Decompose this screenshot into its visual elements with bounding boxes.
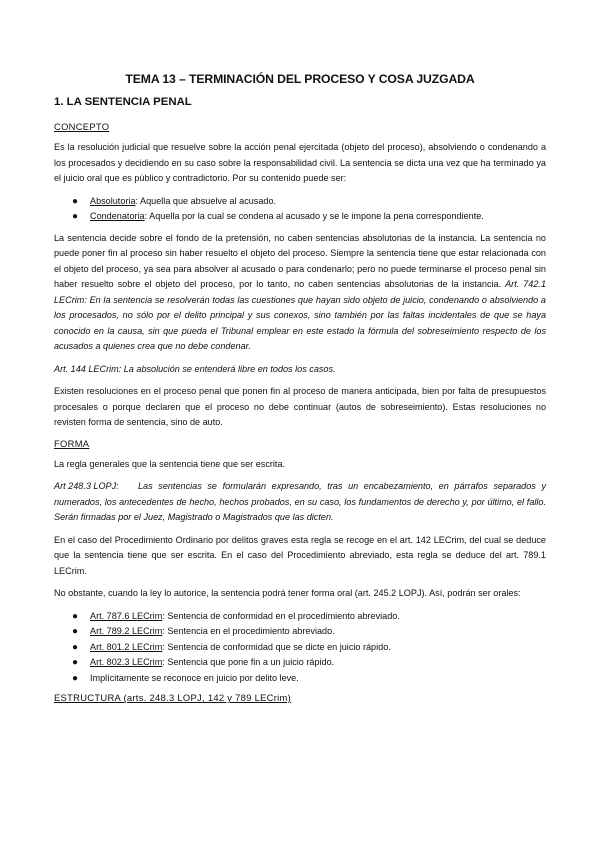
- list-item: [72, 194, 546, 210]
- list-item: [72, 624, 546, 640]
- bullet-icon: ●: [72, 610, 79, 622]
- list-term: Art. 801.2 LECrim: [90, 641, 163, 652]
- article-text: Las sentencias se formularán expresando, tras un encabezamiento, en párrafos separados y numerados, los antecedentes de hecho, hechos probados, en su caso, los fundamentos de derecho y, por último, el fallo. Serán firmadas por el Juez, Magistrado o Magistrados que las dicten.: [54, 481, 546, 522]
- list-term: Art. 789.2 LECrim: [90, 626, 163, 636]
- paragraph: [54, 231, 546, 355]
- paragraph: No obstante, cuando la ley lo autorice, la sentencia podrá tener forma oral (art. 245.2 LOPJ). Así, podrán ser orales:: [54, 588, 521, 598]
- list-term: Art. 802.3 LECrim: [90, 657, 163, 667]
- list-item: [72, 640, 546, 656]
- bullet-icon: ●: [72, 641, 79, 653]
- bullet-icon: ●: [72, 626, 79, 637]
- bullet-list: [54, 609, 546, 687]
- subsection-heading-estructura: ESTRUCTURA (arts. 248.3 LOPJ, 142 y 789 LECrim): [54, 692, 292, 703]
- bullet-icon: ●: [72, 657, 79, 668]
- list-item: [72, 609, 546, 625]
- page-title: TEMA 13 – TERMINACIÓN DEL PROCESO Y COSA JUZGADA: [125, 72, 475, 86]
- subsection-heading-forma: FORMA: [54, 437, 90, 449]
- paragraph-text: La sentencia decide sobre el fondo de la pretensión, no caben sentencias absolutorias de la instancia. La sentencia no puede poner fin al proceso sin haber resuelto el objeto del proceso. Siempre la sentencia tiene que estar relacionada con el objeto del proceso, ya sea para absolver al acusado o para condenarlo; pero no puede terminarse el proceso penal sin haber resuelto sobre el objeto del proceso, por lo tanto, no caben sentencias absolutorias de la instancia.: [54, 232, 546, 289]
- list-text: : Sentencia de conformidad que se dicte en juicio rápido.: [162, 641, 391, 652]
- paragraph: En el caso del Procedimiento Ordinario por delitos graves esta regla se recoge en el art. 142 LECrim, del cual se deduce que la sentencia tiene que ser escrita. En el caso del Procedimiento abreviado, esta regla se deduce del art. 789.1 LECrim.: [54, 534, 546, 576]
- paragraph: Es la resolución judicial que resuelve sobre la acción penal ejercitada (objeto del proceso), absolviendo o condenando a los procesados y decidiendo en su caso sobre la responsabilidad civil. La sentencia se dicta una vez que ha terminado ya el juicio oral que es público y contradictorio. Por su contenido puede ser:: [54, 142, 546, 183]
- document-page: [54, 68, 546, 711]
- article-ref: Art 248.3 LOPJ:: [54, 481, 119, 491]
- article-quote: [54, 479, 546, 526]
- article-quote: Art. 144 LECrim: La absolución se entenderá libre en todos los casos.: [54, 363, 336, 374]
- paragraph: Existen resoluciones en el proceso penal que ponen fin al proceso de manera anticipada, bien por falta de presupuestos procesales o porque declaren que el proceso no debe continuar (autos de sobreseimiento). Estas resoluciones no revisten forma de sentencia, sino de auto.: [54, 386, 546, 427]
- list-term: Condenatoria: [90, 211, 145, 221]
- list-item: [72, 209, 546, 225]
- paragraph: La regla generales que la sentencia tiene que ser escrita.: [54, 458, 286, 469]
- list-text: : Aquella por la cual se condena al acusado y se le impone la pena correspondiente.: [144, 211, 484, 221]
- list-term: Absolutoria: [90, 195, 136, 206]
- article-quote: Art. 742.1 LECrim: En la sentencia se resolverán todas las cuestiones que hayan sido objeto de juicio, condenando o absolviendo a los procesados, no sólo por el delito principal y sus conexos, sino también por las faltas incidentales de que se haya conocido en la causa, sin que pueda el Tribunal emplear en este estado la fórmula del sobreseimiento respecto de los acusados a quienes crea que no debe condenar.: [54, 279, 547, 351]
- bullet-icon: ●: [72, 211, 79, 222]
- list-text: : Sentencia en el procedimiento abreviado.: [162, 626, 335, 636]
- bullet-icon: ●: [72, 195, 79, 207]
- bullet-list: [54, 194, 546, 225]
- list-text: : Sentencia de conformidad en el procedimiento abreviado.: [162, 610, 400, 621]
- list-text: : Aquella que absuelve al acusado.: [135, 195, 277, 206]
- subsection-heading-concepto: CONCEPTO: [54, 121, 110, 132]
- list-term: Art. 787.6 LECrim: [90, 610, 163, 621]
- list-text: : Sentencia que pone fin a un juicio rápido.: [162, 657, 335, 667]
- list-item: [72, 655, 546, 671]
- list-text: Implícitamente se reconoce en juicio por delito leve.: [90, 672, 299, 683]
- section-heading: 1. LA SENTENCIA PENAL: [54, 96, 192, 108]
- list-item: [72, 671, 546, 687]
- bullet-icon: ●: [72, 672, 79, 684]
